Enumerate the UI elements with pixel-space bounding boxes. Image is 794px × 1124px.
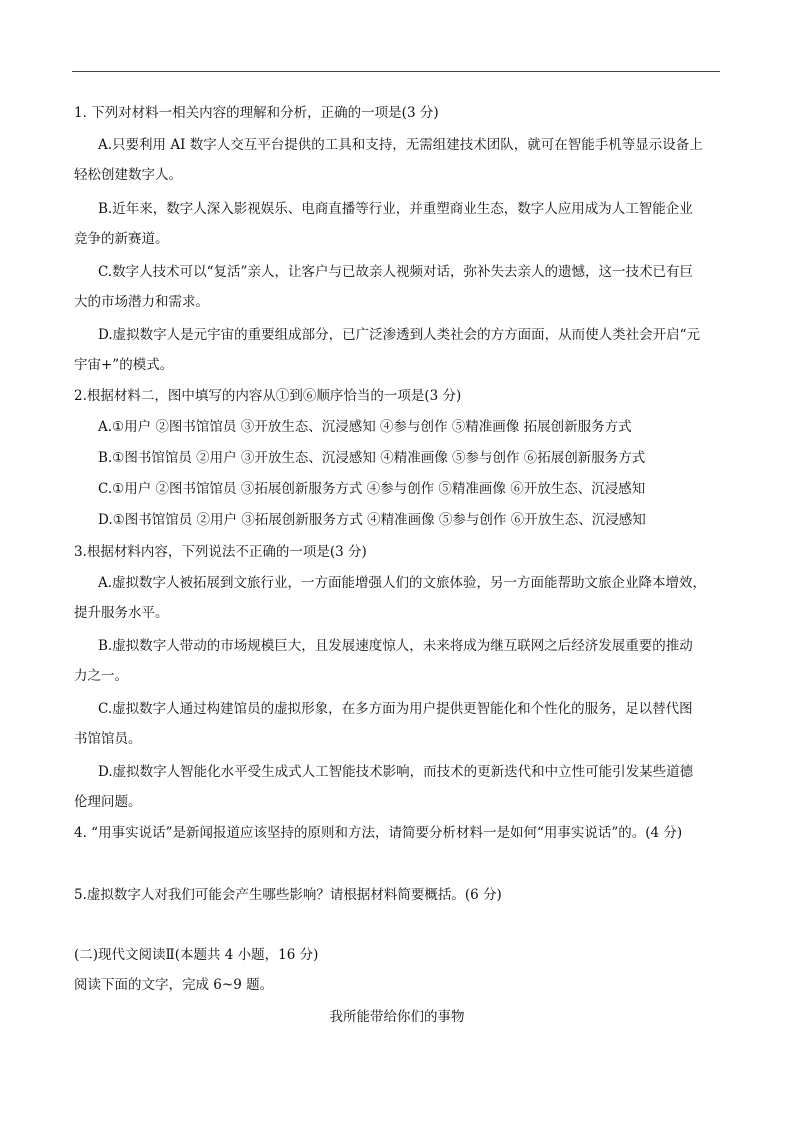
q1-option-c-line2: 大的市场潜力和需求。 [74,294,209,310]
q3-option-b-line1: B.虚拟数字人带动的市场规模巨大，且发展速度惊人，未来将成为继互联网之后经济发展重要的推动 [98,638,693,654]
q3-option-d-line2: 伦理问题。 [74,794,142,810]
q1-option-b-line1: B.近年来，数字人深入影视娱乐、电商直播等行业，并重塑商业生态，数字人应用成为人工智能企业 [98,201,693,217]
q2-option-a: A.①用户 ②图书馆馆员 ③开放生态、沉浸感知 ④参与创作 ⑤精准画像 拓展创新服务方式 [98,419,632,435]
q3-option-a-line1: A.虚拟数字人被拓展到文旅行业，一方面能增强人们的文旅体验，另一方面能帮助文旅企业降本增效， [98,575,707,591]
q1-option-a-line1: A.只要利用 AI 数字人交互平台提供的工具和支持，无需组建技术团队，就可在智能手机等显示设备上 [98,137,703,153]
q3-option-c-line1: C.虚拟数字人通过构建馆员的虚拟形象，在多方面为用户提供更智能化和个性化的服务，足以替代图 [98,701,693,717]
q1-option-b-line2: 竞争的新赛道。 [74,231,169,247]
q2-option-d: D.①图书馆馆员 ②用户 ③拓展创新服务方式 ④精准画像 ⑤参与创作 ⑥开放生态、沉浸感知 [98,512,646,528]
q5-stem: 5.虚拟数字人对我们可能会产生哪些影响？请根据材料简要概括。(6 分) [74,887,502,903]
q2-option-b: B.①图书馆馆员 ②用户 ③开放生态、沉浸感知 ④精准画像 ⑤参与创作 ⑥拓展创新服务方式 [98,450,646,466]
section2-heading: (二)现代文阅读Ⅱ(本题共 4 小题，16 分) [74,947,319,963]
q1-stem: 1. 下列对材料一相关内容的理解和分析，正确的一项是(3 分) [74,105,439,121]
section2-instruction: 阅读下面的文字，完成 6~9 题。 [74,977,274,993]
q1-option-d-line1: D.虚拟数字人是元宇宙的重要组成部分，已广泛渗透到人类社会的方方面面，从而使人类社会开启“元 [98,327,701,343]
q3-option-b-line2: 力之一。 [74,668,128,684]
q3-stem: 3.根据材料内容，下列说法不正确的一项是(3 分) [74,544,367,560]
header-rule [72,71,720,72]
q4-stem: 4. “用事实说话”是新闻报道应该坚持的原则和方法，请简要分析材料一是如何“用事实说话”的。(4 分) [74,825,683,841]
q2-option-c: C.①用户 ②图书馆馆员 ③拓展创新服务方式 ④参与创作 ⑤精准画像 ⑥开放生态、沉浸感知 [98,481,646,497]
q3-option-d-line1: D.虚拟数字人智能化水平受生成式人工智能技术影响，而技术的更新迭代和中立性可能引发某些道德 [98,764,694,780]
q3-option-a-line2: 提升服务水平。 [74,605,169,621]
q3-option-c-line2: 书馆馆员。 [74,731,142,747]
passage-title: 我所能带给你们的事物 [329,1009,465,1025]
q2-stem: 2.根据材料二，图中填写的内容从①到⑥顺序恰当的一项是(3 分) [74,388,462,404]
q1-option-a-line2: 轻松创建数字人。 [74,167,182,183]
q1-option-c-line1: C.数字人技术可以“复活”亲人，让客户与已故亲人视频对话，弥补失去亲人的遗憾，这一技术已有巨 [98,264,693,280]
q1-option-d-line2: 宇宙+”的模式。 [74,357,174,373]
